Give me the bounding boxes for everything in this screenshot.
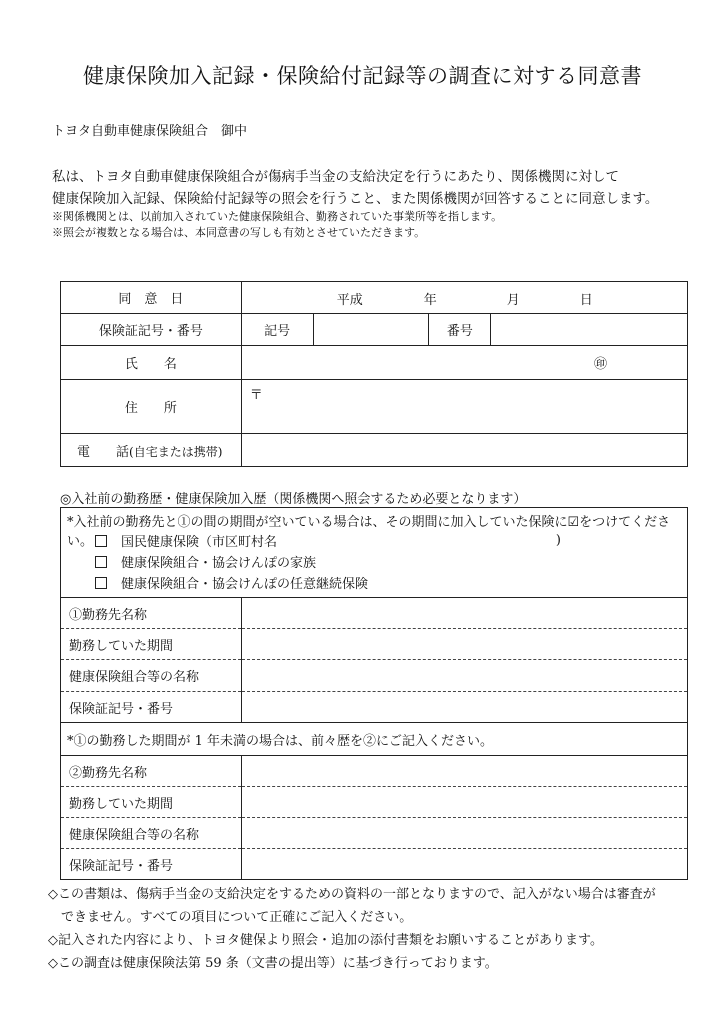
second-employer-label: ②勤務先名称 [61,756,242,787]
first-insurance-no-label: 保険証記号・番号 [61,692,242,723]
date-label: 同 意 日 [61,282,242,314]
first-period-label: 勤務していた期間 [61,629,242,660]
history-instruction: *入社前の勤務先と①の間の期間が空いている場合は、その期間に加入していた保険に☑をつけてください。 [67,515,671,549]
option-family[interactable] [67,551,681,572]
second-insurer-field[interactable] [241,818,687,849]
symbol-label: 記号 [241,314,313,346]
history-instruction-cell [61,508,688,598]
phone-label-cell [61,434,242,467]
seal-icon: ㊞ [593,357,607,372]
history-heading: ◎入社前の勤務歴・健康保険加入歴（関係機関へ照会するため必要となります） [60,492,527,507]
second-insurance-no-label: 保険証記号・番号 [61,849,242,880]
checkbox-voluntary[interactable] [95,577,107,589]
addressee: トヨタ自動車健康保険組合 御中 [52,124,248,139]
option-voluntary-label: 健康保険組合・協会けんぽの任意継続保険 [121,577,369,592]
year-label: 年 [423,293,437,308]
page-title: 健康保険加入記録・保険給付記録等の調査に対する同意書 [83,64,642,88]
employment-history-table [60,507,688,880]
address-label: 住 所 [61,380,242,434]
option-national-label: 国民健康保険（市区町村名 [121,535,278,550]
date-field[interactable] [241,282,687,314]
era-label: 平成 [336,293,363,308]
consent-text-line-1: 私は、トヨタ自動車健康保険組合が傷病手当金の支給決定を行うにあたり、関係機関に対して [52,169,619,185]
option-national-close: ) [555,533,561,548]
second-period-label: 勤務していた期間 [61,787,242,818]
phone-label: 電 話 [77,444,130,460]
day-label: 日 [579,293,593,308]
name-label: 氏 名 [61,346,242,380]
footer-note-1-cont: できません。すべての項目について正確にご記入ください。 [48,910,413,925]
first-employer-field[interactable] [241,598,687,629]
first-insurer-field[interactable] [241,660,687,692]
second-insurance-no-field[interactable] [241,849,687,880]
option-national[interactable] [67,530,681,551]
option-voluntary[interactable] [67,572,681,593]
consent-form-table [60,281,688,467]
mid-instruction: *①の勤務した期間が 1 年未満の場合は、前々歴を②にご記入ください。 [61,723,688,756]
first-insurance-no-field[interactable] [241,692,687,723]
name-field[interactable] [241,346,687,380]
checkbox-national[interactable] [95,535,107,547]
address-field[interactable] [241,380,687,434]
month-label: 月 [506,293,520,308]
footer-note-1: ◇この書類は、傷病手当金の支給決定をするための資料の一部となりますので、記入がない場合は審査が [48,887,656,902]
second-employer-field[interactable] [241,756,687,787]
postal-icon: 〒 [249,388,263,403]
note-line-2: ※照会が複数となる場合は、本同意書の写しも有効とさせていただきます。 [52,226,426,239]
checkbox-family[interactable] [95,556,107,568]
footer-note-2: ◇記入された内容により、トヨタ健保より照会・追加の添付書類をお願いすることがあります。 [48,933,603,948]
number-label: 番号 [429,314,491,346]
consent-text-line-2: 健康保険加入記録、保険給付記録等の照会を行うこと、また関係機関が回答することに同意します。 [52,191,659,207]
second-insurer-label: 健康保険組合等の名称 [61,818,242,849]
symbol-field[interactable] [313,314,429,346]
first-employer-label: ①勤務先名称 [61,598,242,629]
option-family-label: 健康保険組合・協会けんぽの家族 [121,556,317,571]
note-line-1: ※関係機関とは、以前加入されていた健康保険組合、勤務されていた事業所等を指します。 [52,210,503,223]
number-field[interactable] [491,314,688,346]
insurance-label: 保険証記号・番号 [61,314,242,346]
first-period-field[interactable] [241,629,687,660]
phone-field[interactable] [241,434,687,467]
phone-sublabel: (自宅または携帯) [129,444,223,459]
second-period-field[interactable] [241,787,687,818]
footer-note-3: ◇この調査は健康保険法第 59 条（文書の提出等）に基づき行っております。 [48,956,498,971]
first-insurer-label: 健康保険組合等の名称 [61,660,242,692]
